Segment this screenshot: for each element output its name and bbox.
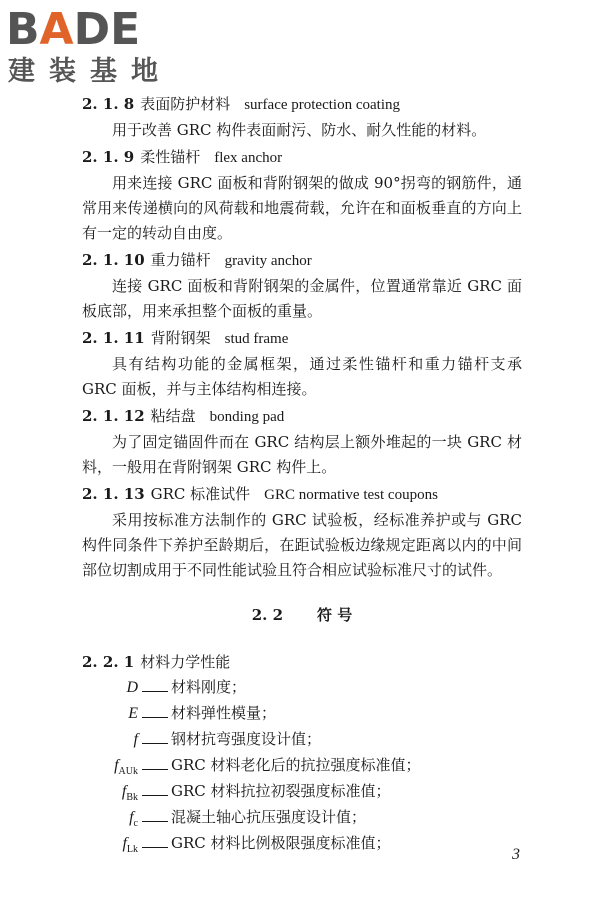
term-entry [82, 145, 522, 246]
term-entry [82, 248, 522, 324]
term-entry [82, 482, 522, 583]
term-definition: 采用按标准方法制作的 GRC 试验板，经标准养护或与 GRC 构件同条件下养护至龄期后，在距试验板边缘规定距离以内的中间部位切割成用于不同性能试验且符合相应试验标准尺寸的试件。 [82, 511, 522, 579]
term-entry [82, 326, 522, 402]
term-definition: 为了固定锚固件而在 GRC 结构层上额外堆起的一块 GRC 材料，一般用在背附钢架 GRC 构件上。 [82, 433, 522, 476]
term-heading: 2. 1. 8 表面防护材料 surface protection coating [82, 95, 400, 113]
symbol-row: E 材料弹性模量； [128, 704, 277, 722]
term-definition: 用来连接 GRC 面板和背附钢架的做成 90°拐弯的钢筋件，通常用来传递横向的风荷载和地震荷载，允许在和面板垂直的方向上有一定的转动自由度。 [82, 174, 522, 242]
term-definition: 用于改善 GRC 构件表面耐污、防水、耐久性能的材料。 [112, 121, 487, 139]
symbol-row: D 材料刚度； [126, 678, 247, 696]
symbol-row: f 钢材抗弯强度设计值； [133, 730, 322, 748]
term-heading: 2. 1. 13 GRC 标准试件 GRC normative test coupons [82, 485, 438, 503]
term-heading: 2. 1. 9 柔性锚杆 flex anchor [82, 148, 283, 166]
term-definition: 连接 GRC 面板和背附钢架的金属件，位置通常靠近 GRC 面板底部，用来承担整个面板的重量。 [82, 277, 522, 320]
brand-logo [6, 6, 186, 96]
symbol-row: $f_c$ 混凝土轴心抗压强度设计值； [129, 808, 367, 830]
term-heading: 2. 1. 10 重力锚杆 gravity anchor [82, 251, 312, 269]
term-heading: 2. 1. 12 粘结盘 bonding pad [82, 407, 285, 425]
symbol-row: $f_{AUk}$ GRC 材料老化后的抗拉强度标准值； [114, 756, 421, 778]
symbol-list [82, 675, 522, 857]
term-entry [82, 92, 522, 143]
term-definition: 具有结构功能的金属框架，通过柔性锚杆和重力锚杆支承 GRC 面板，并与主体结构相连接。 [82, 355, 522, 398]
logo-wordmark: BADE [6, 4, 141, 55]
term-heading: 2. 1. 11 背附钢架 stud frame [82, 329, 289, 347]
logo-subtitle: 建装基地 [8, 56, 172, 87]
section-heading: 2. 2 符 号 [251, 606, 353, 624]
symbol-row: $f_{Lk}$ GRC 材料比例极限强度标准值； [122, 834, 391, 856]
document-body [82, 92, 522, 857]
symbol-row: $f_{Bk}$ GRC 材料抗拉初裂强度标准值； [121, 782, 391, 804]
subsection-heading: 2. 2. 1 材料力学性能 [82, 653, 231, 671]
page-number: 3 [512, 846, 520, 863]
term-entry [82, 404, 522, 480]
